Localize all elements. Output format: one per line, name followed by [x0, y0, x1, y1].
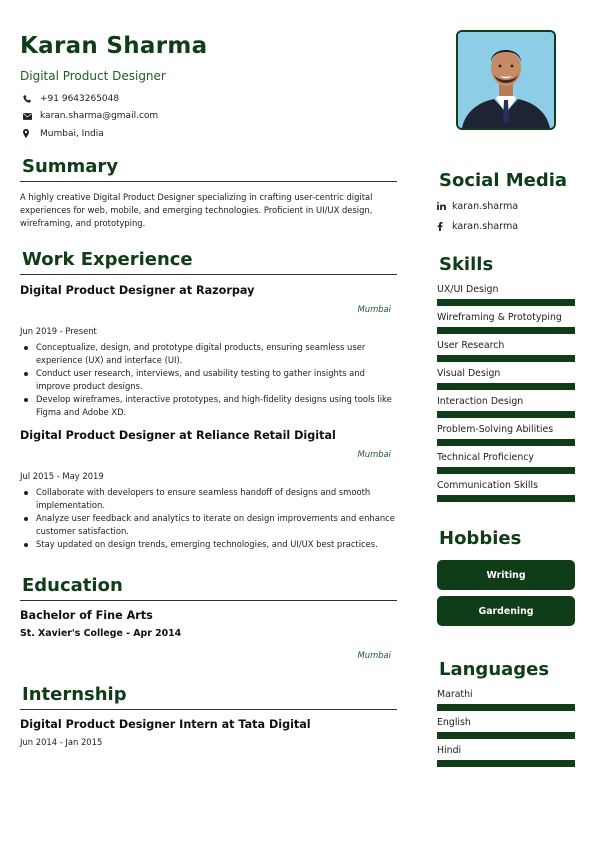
work-section — [20, 249, 397, 551]
job-location: Mumbai — [357, 303, 391, 314]
linkedin-icon — [437, 202, 452, 210]
skill-bar — [437, 467, 575, 474]
language-item — [437, 744, 575, 767]
education-school: St. Xavier's College - Apr 2014 — [20, 627, 182, 639]
skill-label: Communication Skills — [437, 480, 538, 491]
skill-label: Interaction Design — [437, 396, 524, 407]
summary-text: A highly creative Digital Product Designer specializing in crafting user-centric digital experiences for web, mobile, and emerging technologies. Proficient in UI/UX design, wireframing, and prototyping. — [20, 191, 373, 228]
job-date: Jul 2015 - May 2019 — [20, 470, 104, 481]
skill-label: Visual Design — [437, 368, 501, 379]
job-bullet: Stay updated on design trends, emerging technologies, and UI/UX best practices. — [20, 538, 397, 551]
job-bullet: Develop wireframes, interactive prototypes, and high-fidelity designs using tools like Figma and Adobe XD. — [20, 393, 397, 419]
summary-divider — [20, 181, 397, 182]
hobby-badge: Gardening — [437, 596, 575, 626]
job-bullet: Analyze user feedback and analytics to iterate on design improvements and enhance customer satisfaction. — [20, 512, 397, 538]
skill-bar — [437, 383, 575, 390]
languages-section — [437, 659, 575, 767]
language-label: English — [437, 717, 471, 728]
job-item — [20, 283, 397, 419]
main-column — [20, 30, 397, 748]
languages-list — [437, 688, 575, 767]
skill-item — [437, 451, 575, 474]
skill-item — [437, 395, 575, 418]
job-location: Mumbai — [357, 448, 391, 459]
skills-section — [437, 254, 575, 502]
education-divider — [20, 600, 397, 601]
social-linkedin-text: karan.sharma — [452, 200, 519, 212]
skill-item — [437, 311, 575, 334]
language-bar — [437, 760, 575, 767]
skills-title: Skills — [439, 254, 494, 275]
social-item-linkedin[interactable] — [437, 196, 575, 216]
language-bar — [437, 704, 575, 711]
facebook-icon — [437, 222, 452, 231]
skill-item — [437, 423, 575, 446]
skill-label: Problem-Solving Abilities — [437, 424, 554, 435]
location-icon — [20, 129, 40, 138]
education-title: Education — [22, 574, 123, 596]
skill-item — [437, 479, 575, 502]
skill-item — [437, 283, 575, 306]
job-title: Digital Product Designer at Razorpay — [20, 283, 255, 297]
contact-phone-text: +91 9643265048 — [40, 93, 120, 104]
work-divider — [20, 274, 397, 275]
hobby-badge: Writing — [437, 560, 575, 590]
job-bullet: Collaborate with developers to ensure seamless handoff of designs and smooth implementation. — [20, 486, 397, 512]
hobbies-title: Hobbies — [439, 528, 522, 549]
education-location: Mumbai — [357, 649, 391, 660]
contact-email[interactable] — [20, 108, 397, 126]
social-section — [437, 170, 575, 236]
education-degree: Bachelor of Fine Arts — [20, 608, 153, 622]
skill-item — [437, 367, 575, 390]
summary-title: Summary — [22, 155, 119, 177]
contact-phone[interactable] — [20, 90, 397, 108]
contact-list — [20, 90, 397, 143]
contact-email-text: karan.sharma@gmail.com — [40, 111, 159, 122]
candidate-role: Digital Product Designer — [20, 69, 166, 83]
skill-label: Wireframing & Prototyping — [437, 312, 562, 323]
email-icon — [20, 113, 40, 120]
skill-bar — [437, 327, 575, 334]
skill-bar — [437, 439, 575, 446]
contact-location — [20, 125, 397, 143]
skill-bar — [437, 299, 575, 306]
language-item — [437, 716, 575, 739]
education-section — [20, 575, 397, 661]
hobbies-section — [437, 528, 575, 626]
contact-location-text: Mumbai, India — [40, 128, 104, 139]
skill-bar — [437, 495, 575, 502]
job-bullets — [20, 341, 397, 419]
job-bullet: Conduct user research, interviews, and usability testing to gather insights and improve product designs. — [20, 367, 397, 393]
skill-bar — [437, 355, 575, 362]
skill-label: Technical Proficiency — [437, 452, 534, 463]
internship-title: Internship — [22, 683, 127, 705]
phone-icon — [20, 95, 40, 103]
language-bar — [437, 732, 575, 739]
job-item — [20, 428, 397, 551]
languages-title: Languages — [439, 659, 550, 680]
social-item-facebook[interactable] — [437, 216, 575, 236]
job-title: Digital Product Designer at Reliance Retail Digital — [20, 428, 336, 442]
work-title: Work Experience — [22, 248, 193, 270]
social-facebook-text: karan.sharma — [452, 220, 519, 232]
skill-bar — [437, 411, 575, 418]
sidebar-column — [437, 30, 575, 772]
skills-list — [437, 283, 575, 502]
internship-divider — [20, 709, 397, 710]
job-bullets — [20, 486, 397, 551]
language-label: Marathi — [437, 689, 473, 700]
skill-label: UX/UI Design — [437, 284, 499, 295]
language-item — [437, 688, 575, 711]
language-label: Hindi — [437, 745, 462, 756]
summary-section — [20, 156, 397, 230]
social-list — [437, 196, 575, 236]
social-title: Social Media — [439, 170, 568, 191]
job-bullet: Conceptualize, design, and prototype digital products, ensuring seamless user experience (UX) and interface (UI). — [20, 341, 397, 367]
candidate-name: Karan Sharma — [20, 33, 208, 59]
job-date: Jun 2019 - Present — [20, 325, 97, 336]
internship-section — [20, 684, 397, 748]
internship-role: Digital Product Designer Intern at Tata Digital — [20, 717, 311, 731]
internship-date: Jun 2014 - Jan 2015 — [20, 736, 103, 747]
skill-label: User Research — [437, 340, 505, 351]
skill-item — [437, 339, 575, 362]
